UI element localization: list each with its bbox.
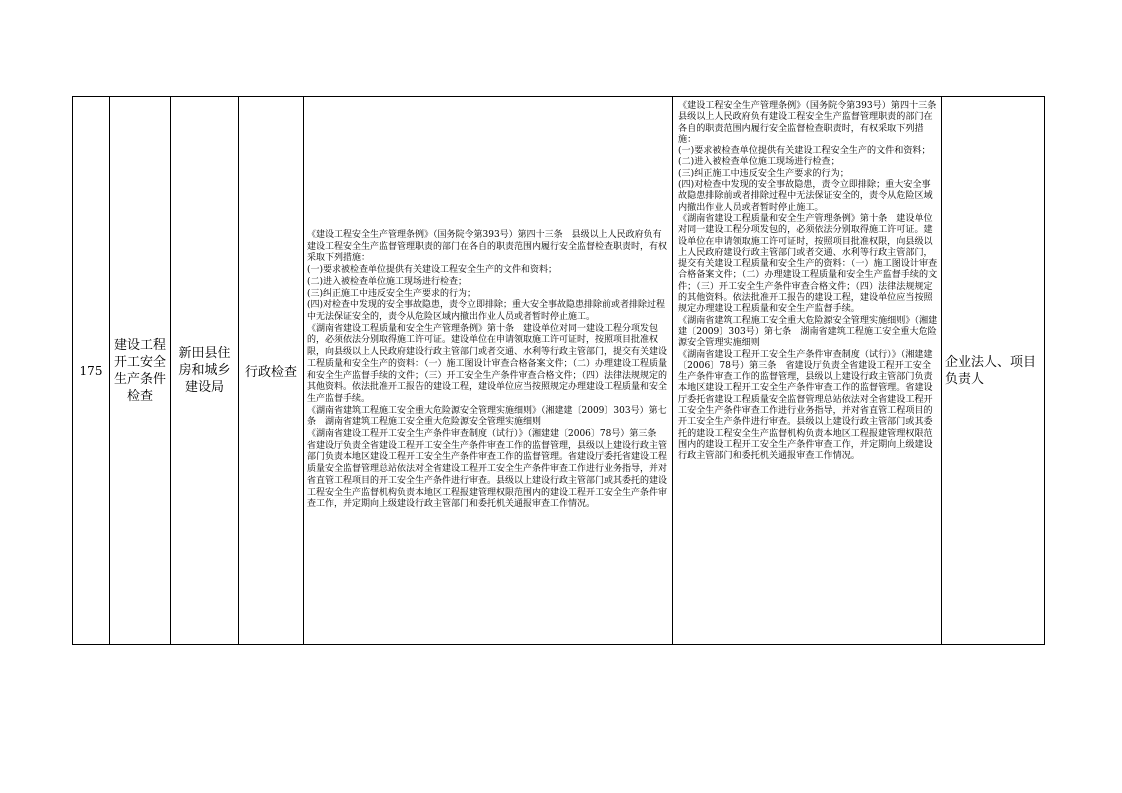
basis-paragraph: 《湖南省建设工程质量和安全生产管理条例》第十条 建设单位对同一建设工程分项发包的，必须依法分别取得施工许可证。建设单位在申请领取施工许可证时，按照项目批准权限，向县级以上人民政府建设行政主管部门或者交通、水利等行政主管部门，提交有关建设工程质量和安全生产的资料：（一）施工图设计审查合格备案文件；（二）办理建设工程质量和安全生产监督手续的文件；（三）开工安全生产条件审查合格文件；（四）法律法规规定的其他资料。依法批准开工报告的建设工程，建设单位应当按照规定办理建设工程质量和安全生产监督手续。 xyxy=(307,323,668,404)
item-name-cell: 建设工程开工安全生产条件检查 xyxy=(110,97,171,645)
basis-detail-paragraph: 《湖南省建设工程开工安全生产条件审查制度（试行）》（湘建建〔2006〕78号）第三条 省建设厅负责全省建设工程开工安全生产条件审查工作的监督管理，县级以上建设行政主管部门负责本地区建设工程开工安全生产条件审查工作的监督管理。省建设厅委托省建设工程质量安全监督管理总站依法对全省建设工程开工安全生产条件审查工作进行业务指导，并对省直管工程项目的开工安全生产条件进行审查。县级以上建设行政主管部门或其委托的建设工程安全生产监督机构负责本地区工程报建管理权限范围内的建设工程开工安全生产条件审查工作，并定期向上级建设行政主管部门和委托机关通报审查工作情况。 xyxy=(678,349,933,462)
basis-paragraph: (三)纠正施工中违反安全生产要求的行为； xyxy=(307,288,477,299)
row-index-cell: 175 xyxy=(73,97,110,645)
basis-detail-paragraph: 《建设工程安全生产管理条例》（国务院令第393号）第四十三条 县级以上人民政府负有建设工程安全生产监督管理职责的部门在各自的职责范围内履行安全监督检查职责时，有权采取下列措施： xyxy=(678,101,946,145)
table-row xyxy=(73,97,1045,645)
basis-detail-paragraph: (三)纠正施工中违反安全生产要求的行为； xyxy=(678,168,849,179)
basis-paragraph: 《湖南省建筑工程施工安全重大危险源安全管理实施细则》（湘建建〔2009〕303号）第七条 湖南省建筑工程施工安全重大危险源安全管理实施细则 xyxy=(307,405,667,428)
inspection-table xyxy=(72,96,1045,645)
basis-paragraph: (四)对检查中发现的安全事故隐患，责令立即排除；重大安全事故隐患排除前或者排除过程中无法保证安全的，责令从危险区域内撤出作业人员或者暂时停止施工。 xyxy=(307,300,666,322)
responsible-subject-cell: 企业法人、项目负责人 xyxy=(942,97,1045,645)
category-cell: 行政检查 xyxy=(239,97,304,645)
basis-detail-paragraph: (二)进入被检查单位施工现场进行检查； xyxy=(678,157,840,168)
basis-detail-paragraph: (一)要求被检查单位提供有关建设工程安全生产的文件和资料； xyxy=(678,146,931,157)
basis-detail-paragraph: 《湖南省建设工程质量和安全生产管理条例》第十条 建设单位对同一建设工程分项发包的，必须依法分别取得施工许可证。建设单位在申请领取施工许可证时，按照项目批准权限，向县级以上人民政府建设行政主管部门或者交通、水利等行政主管部门，提交有关建设工程质量和安全生产的资料：（一）施工图设计审查合格备案文件；（二）办理建设工程质量和安全生产监督手续的文件；（三）开工安全生产条件审查合格文件；（四）法律法规规定的其他资料。依法批准开工报告的建设工程，建设单位应当按照规定办理建设工程质量和安全生产监督手续。 xyxy=(678,213,938,315)
legal-basis-detail-cell xyxy=(673,97,946,645)
department-cell: 新田县住房和城乡建设局 xyxy=(171,97,239,645)
basis-paragraph: (二)进入被检查单位施工现场进行检查； xyxy=(307,276,468,287)
basis-paragraph: (一)要求被检查单位提供有关建设工程安全生产的文件和资料； xyxy=(307,265,558,276)
basis-paragraph: 《湖南省建设工程开工安全生产条件审查制度（试行）》（湘建建〔2006〕78号）第三条 省建设厅负责全省建设工程开工安全生产条件审查工作的监督管理，县级以上建设行政主管部门负责本地区建设工程开工安全生产条件审查工作的监督管理。省建设厅委托省建设工程质量安全监督管理总站依法对全省建设工程开工安全生产条件审查工作进行业务指导，并对省直管工程项目的开工安全生产条件进行审查。县级以上建设行政主管部门或其委托的建设工程安全生产监督机构负责本地区工程报建管理权限范围内的建设工程开工安全生产条件审查工作，并定期向上级建设行政主管部门和委托机关通报审查工作情况。 xyxy=(307,429,668,510)
basis-detail-paragraph: 《湖南省建筑工程施工安全重大危险源安全管理实施细则》（湘建建〔2009〕303号）第七条 湖南省建筑工程施工安全重大危险源安全管理实施细则 xyxy=(678,315,938,349)
basis-detail-paragraph: (四)对检查中发现的安全事故隐患，责令立即排除；重大安全事故隐患排除前或者排除过程中无法保证安全的，责令从危险区域内撤出作业人员或者暂时停止施工。 xyxy=(678,180,933,213)
basis-paragraph: 《建设工程安全生产管理条例》（国务院令第393号）第四十三条 县级以上人民政府负有建设工程安全生产监督管理职责的部门在各自的职责范围内履行安全监督检查职责时，有权采取下列措施： xyxy=(307,230,668,264)
legal-basis-cell xyxy=(304,97,673,645)
